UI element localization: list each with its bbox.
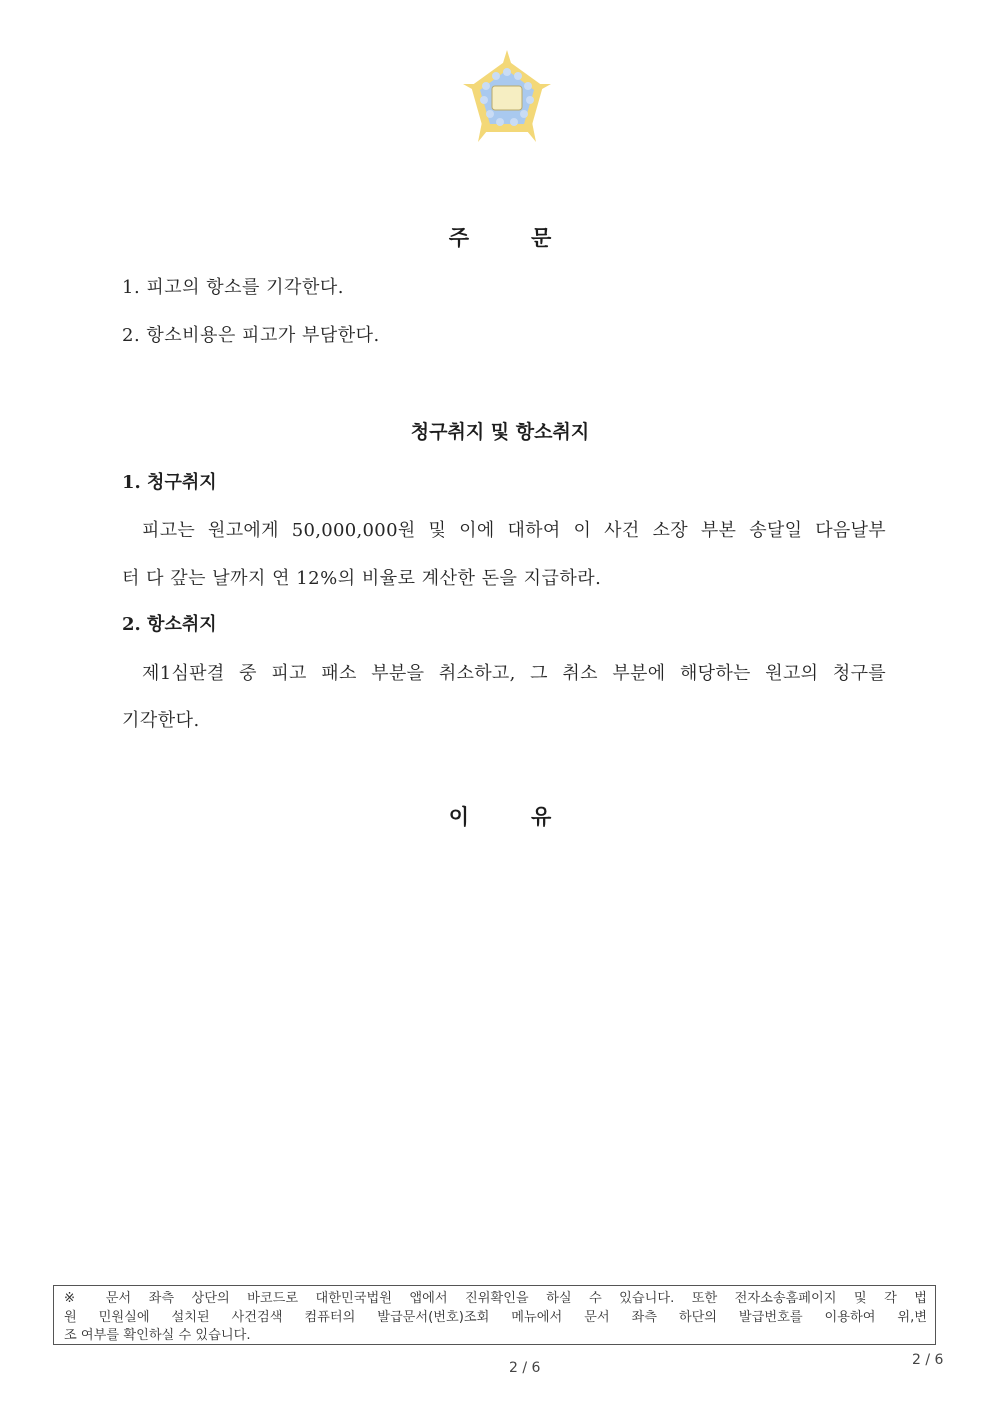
notice-line: 조 여부를 확인하실 수 있습니다. [64, 1328, 251, 1343]
appeal-line-1: 제1심판결 중 피고 패소 부분을 취소하고, 그 취소 부분에 해당하는 원고의 청구를 [142, 663, 886, 684]
reason-title-left: 이 [448, 805, 469, 829]
claim-line-2: 터 다 갚는 날까지 연 12%의 비율로 계산한 돈을 지급하라. [122, 568, 602, 589]
appeal-line-2: 기각한다. [122, 710, 200, 731]
reason-title [0, 801, 1000, 831]
order-title-right: 문 [531, 226, 552, 250]
page-number-center: 2 / 6 [509, 1360, 541, 1376]
court-emblem-logo [458, 48, 556, 146]
claim-line-1: 피고는 원고에게 50,000,000원 및 이에 대하여 이 사건 소장 부본 송달일 다음날부 [142, 520, 886, 541]
order-item-2: 2. 항소비용은 피고가 부담한다. [122, 325, 380, 346]
page-number-right: 2 / 6 [912, 1352, 944, 1368]
claims-title: 청구취지 및 항소취지 [410, 421, 590, 443]
verification-notice-box [53, 1285, 936, 1345]
claim-heading: 1. 청구취지 [122, 472, 217, 493]
notice-line: ※ 문서 좌측 상단의 바코드로 대한민국법원 앱에서 진위확인을 하실 수 있습니다. 또한 전자소송홈페이지 및 각 법 [64, 1291, 927, 1306]
reason-title-right: 유 [531, 805, 552, 829]
order-title [0, 222, 1000, 252]
order-title-left: 주 [448, 226, 469, 250]
appeal-heading: 2. 항소취지 [122, 614, 217, 635]
notice-line: 원 민원실에 설치된 사건검색 컴퓨터의 발급문서(번호)조회 메뉴에서 문서 좌측 하단의 발급번호를 이용하여 위,변 [64, 1309, 927, 1325]
order-item-1: 1. 피고의 항소를 기각한다. [122, 277, 344, 298]
